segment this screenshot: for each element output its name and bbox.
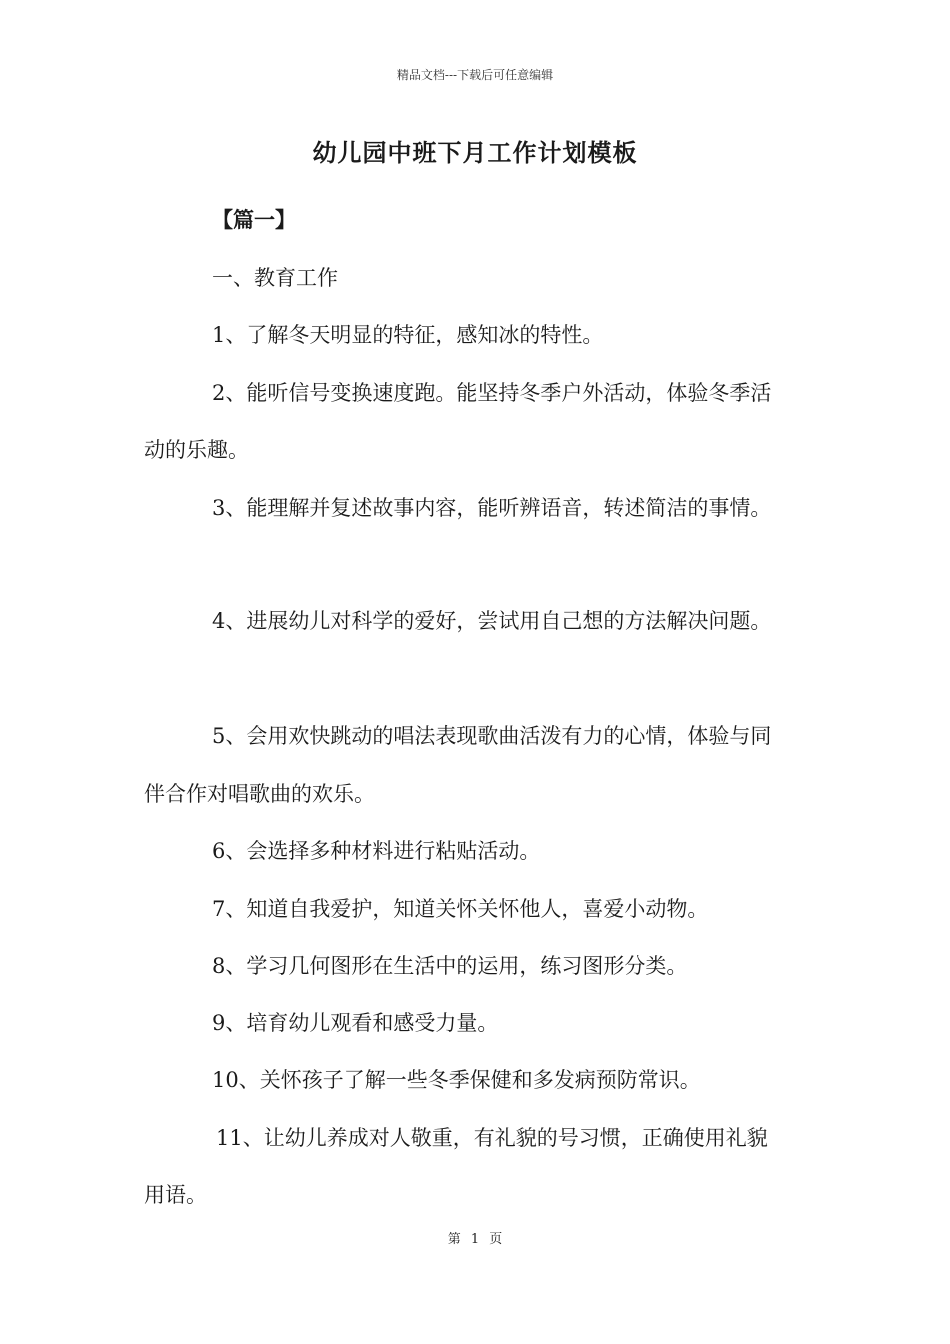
page-footer — [0, 1228, 950, 1247]
list-item: 3、能理解并复述故事内容，能听辨语音，转述简洁的事情。 — [212, 496, 772, 520]
page-header: 精品文档---下载后可任意编辑 — [396, 68, 554, 82]
list-item-continuation: 用语。 — [144, 1183, 207, 1207]
footer-prefix: 第 — [447, 1232, 461, 1247]
list-item: 5、会用欢快跳动的唱法表现歌曲活泼有力的心情，体验与同 — [212, 724, 772, 748]
list-item: 9、培育幼儿观看和感受力量。 — [212, 1011, 499, 1035]
section-label: 【篇一】 — [212, 207, 296, 232]
list-item: 7、知道自我爱护，知道关怀关怀他人，喜爱小动物。 — [212, 897, 709, 921]
page-number: 1 — [470, 1232, 480, 1247]
list-item: 10、关怀孩子了解一些冬季保健和多发病预防常识。 — [212, 1068, 701, 1092]
document-title: 幼儿园中班下月工作计划模板 — [312, 138, 638, 167]
list-item: 8、学习几何图形在生活中的运用，练习图形分类。 — [212, 954, 688, 978]
list-item: 11、让幼儿养成对人敬重，有礼貌的号习惯，正确使用礼貌 — [216, 1126, 768, 1150]
heading-education-work: 一、教育工作 — [212, 266, 338, 290]
list-item: 2、能听信号变换速度跑。能坚持冬季户外活动，体验冬季活 — [212, 381, 772, 405]
list-item-continuation: 动的乐趣。 — [144, 438, 249, 462]
list-item: 6、会选择多种材料进行粘贴活动。 — [212, 839, 541, 863]
list-item: 1、了解冬天明显的特征，感知冰的特性。 — [212, 323, 604, 347]
list-item-continuation: 伴合作对唱歌曲的欢乐。 — [144, 782, 375, 806]
list-item: 4、进展幼儿对科学的爱好，尝试用自己想的方法解决问题。 — [212, 609, 772, 633]
footer-suffix: 页 — [489, 1232, 503, 1247]
